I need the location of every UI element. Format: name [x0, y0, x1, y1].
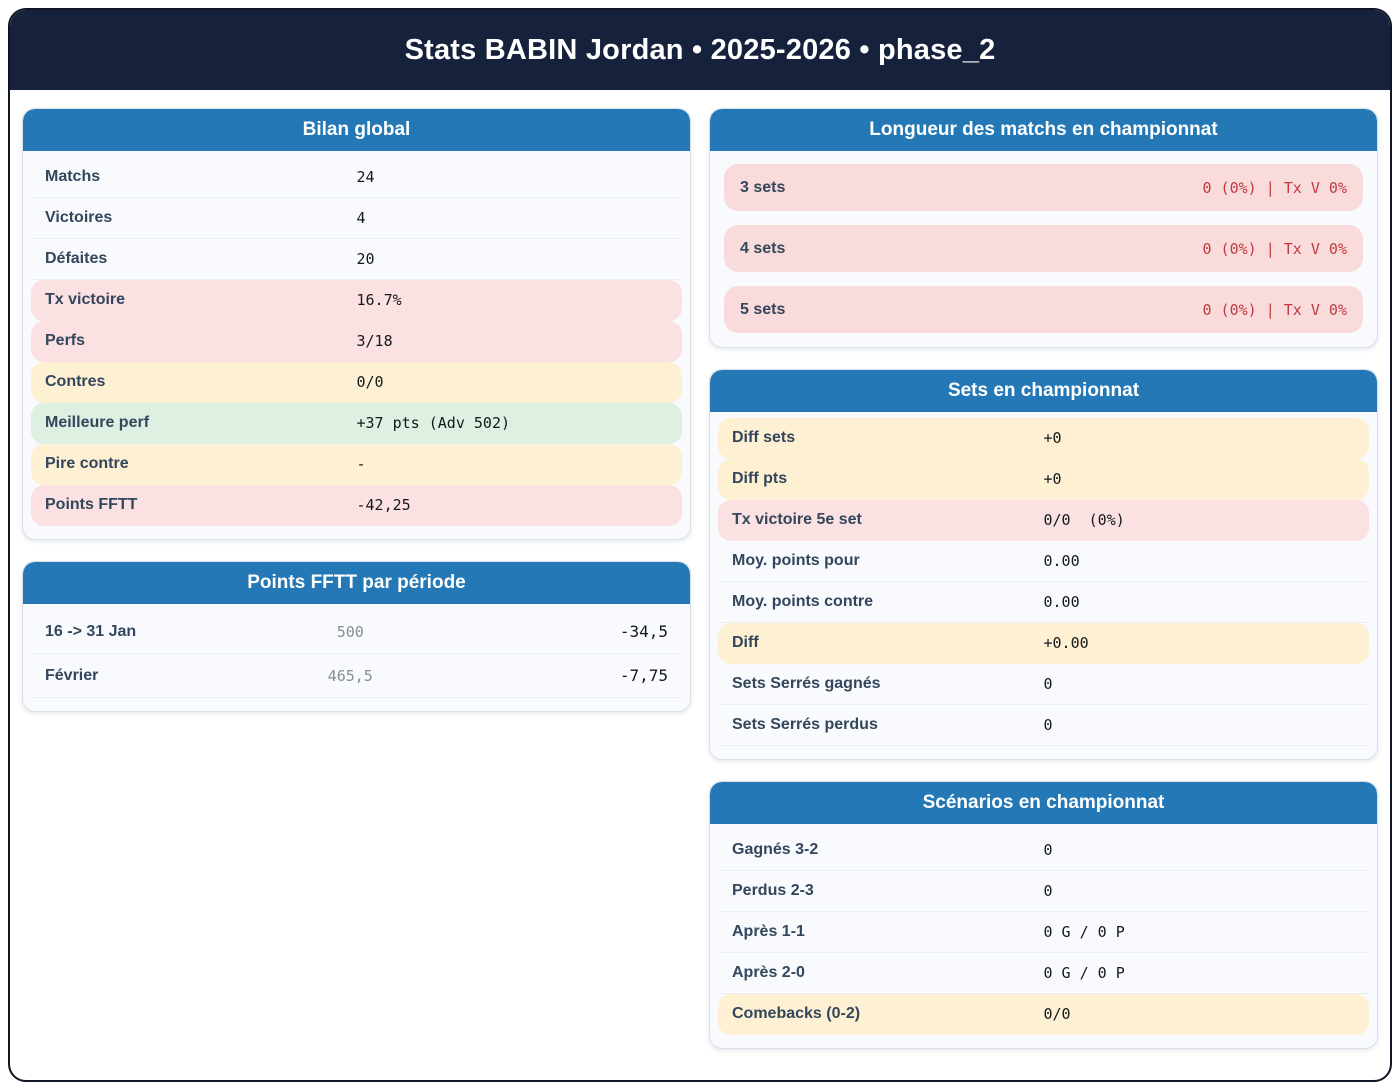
scenarios-championnat-card — [709, 781, 1378, 1049]
stat-label: Pire contre — [45, 455, 129, 472]
stat-label: Diff pts — [732, 470, 788, 487]
longueur-matchs-card-title: Longueur des matchs en championnat — [710, 109, 1377, 151]
stat-value: - — [356, 455, 366, 473]
periode-delta-value: -34,5 — [619, 622, 668, 641]
stat-value: 0.00 — [1043, 593, 1080, 611]
stat-row — [31, 362, 682, 403]
points-fftt-periode-rows — [23, 604, 690, 711]
periode-base-value: 500 — [336, 622, 364, 641]
points-fftt-periode-card — [22, 561, 691, 712]
stat-value: +0 — [1043, 470, 1062, 488]
stat-label: Comebacks (0-2) — [732, 1005, 861, 1022]
stat-row — [718, 623, 1369, 664]
stat-label: Moy. points contre — [732, 593, 874, 610]
scenarios-championnat-card-title: Scénarios en championnat — [710, 782, 1377, 824]
stat-label: Défaites — [45, 250, 108, 267]
stat-label: Diff sets — [732, 429, 796, 446]
bilan-global-rows — [23, 151, 690, 539]
stat-row — [718, 459, 1369, 500]
stat-row — [31, 444, 682, 485]
stat-label: Victoires — [45, 209, 113, 226]
stat-value: 0 — [1043, 675, 1053, 693]
points-fftt-periode-card-title: Points FFTT par période — [23, 562, 690, 604]
stat-value: 3/18 — [356, 332, 393, 350]
stat-label: Points FFTT — [45, 496, 138, 513]
periode-base-value: 465,5 — [327, 666, 373, 685]
longueur-matchs-card — [709, 108, 1378, 348]
periode-delta-value: -7,75 — [619, 666, 668, 685]
stat-value: 4 — [356, 209, 366, 227]
scenarios-championnat-rows — [710, 824, 1377, 1048]
stat-value: 0 — [1043, 841, 1053, 859]
sets-championnat-card — [709, 369, 1378, 760]
stat-label: Perfs — [45, 332, 86, 349]
stat-value: 20 — [356, 250, 375, 268]
stat-label: Moy. points pour — [732, 552, 860, 569]
stat-row — [31, 403, 682, 444]
sets-championnat-rows — [710, 412, 1377, 759]
page-title: Stats BABIN Jordan • 2025-2026 • phase_2 — [404, 33, 996, 66]
stat-row — [718, 871, 1369, 912]
stat-row — [718, 418, 1369, 459]
stat-row — [718, 953, 1369, 994]
stat-row — [31, 485, 682, 526]
stat-row — [718, 830, 1369, 871]
stat-label: Après 1-1 — [732, 923, 805, 940]
periode-row — [31, 610, 682, 654]
stat-row — [31, 239, 682, 280]
stat-value: 0/0 — [1043, 1005, 1071, 1023]
stat-value: 0/0 — [356, 373, 384, 391]
stat-row — [718, 912, 1369, 953]
stat-value: 0.00 — [1043, 552, 1080, 570]
stat-value: 0 — [1043, 716, 1053, 734]
stat-row — [31, 321, 682, 362]
stat-value: 0 G / 0 P — [1043, 923, 1125, 941]
stat-label: Après 2-0 — [732, 964, 805, 981]
stat-row — [31, 280, 682, 321]
stat-value: 0 G / 0 P — [1043, 964, 1125, 982]
stat-label: Sets Serrés perdus — [732, 716, 878, 733]
periode-label: Février — [45, 666, 99, 684]
stat-value: 0 — [1043, 882, 1053, 900]
stat-row — [718, 994, 1369, 1035]
bilan-global-card-title: Bilan global — [23, 109, 690, 151]
stat-value: -42,25 — [356, 496, 411, 514]
stat-label: Tx victoire 5e set — [732, 511, 862, 528]
stat-value: +0 — [1043, 429, 1062, 447]
set-length-row — [724, 225, 1363, 272]
stat-row — [718, 705, 1369, 746]
bilan-global-card — [22, 108, 691, 540]
stat-row — [31, 157, 682, 198]
app-frame — [8, 8, 1392, 1082]
stat-label: Sets Serrés gagnés — [732, 675, 881, 692]
longueur-matchs-rows — [710, 151, 1377, 347]
stat-value: 24 — [356, 168, 375, 186]
set-length-label: 4 sets — [740, 239, 786, 257]
stat-row — [718, 582, 1369, 623]
set-length-label: 3 sets — [740, 178, 786, 196]
stat-value: +0.00 — [1043, 634, 1089, 652]
stat-label: Gagnés 3-2 — [732, 841, 819, 858]
set-length-value: 0 (0%) | Tx V 0% — [1202, 239, 1347, 258]
stat-value: +37 pts (Adv 502) — [356, 414, 511, 432]
stat-label: Meilleure perf — [45, 414, 150, 431]
stat-label: Diff — [732, 634, 759, 651]
set-length-label: 5 sets — [740, 300, 786, 318]
content-area — [10, 90, 1390, 1073]
stat-label: Perdus 2-3 — [732, 882, 814, 899]
left-column — [22, 108, 691, 712]
set-length-value: 0 (0%) | Tx V 0% — [1202, 178, 1347, 197]
set-length-value: 0 (0%) | Tx V 0% — [1202, 300, 1347, 319]
stat-row — [718, 500, 1369, 541]
stat-value: 0/0 (0%) — [1043, 511, 1125, 529]
stat-value: 16.7% — [356, 291, 402, 309]
periode-row — [31, 654, 682, 698]
stat-row — [718, 541, 1369, 582]
sets-championnat-card-title: Sets en championnat — [710, 370, 1377, 412]
stat-label: Matchs — [45, 168, 101, 185]
stat-label: Tx victoire — [45, 291, 126, 308]
stat-row — [31, 198, 682, 239]
set-length-row — [724, 164, 1363, 211]
stat-row — [718, 664, 1369, 705]
stat-label: Contres — [45, 373, 106, 390]
right-column — [709, 108, 1378, 1049]
set-length-row — [724, 286, 1363, 333]
periode-label: 16 -> 31 Jan — [45, 622, 137, 640]
page-header — [10, 10, 1390, 90]
